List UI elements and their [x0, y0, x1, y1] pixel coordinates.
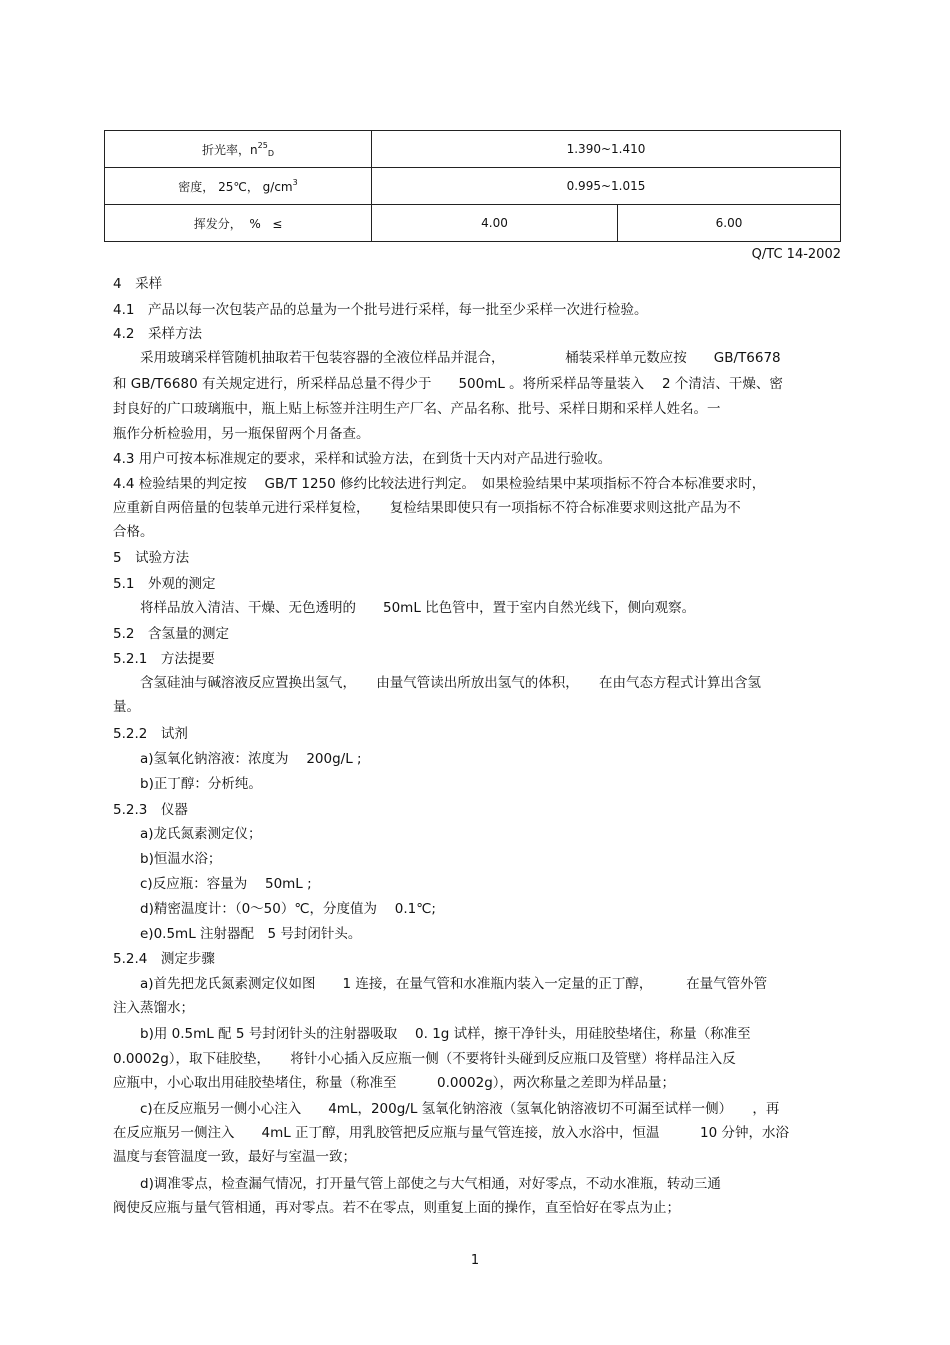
body-line: 瓶作分析检验用，另一瓶保留两个月备查。	[113, 426, 370, 442]
table-value: 0.995~1.015	[372, 168, 841, 205]
body-line: d)调准零点，检查漏气情况，打开量气管上部使之与大气相通，对好零点，不动水准瓶，转动三通	[113, 1176, 721, 1192]
section-heading: 5.2.3 仪器	[113, 802, 188, 818]
body-line: b)用 0.5mL 配 5 号封闭针头的注射器吸取 0. 1g 试样，擦干净针头，用硅胶垫堵住，称量（称准至	[113, 1026, 751, 1042]
section-heading: 5.2.1 方法提要	[113, 651, 215, 667]
body-line: 含氢硅油与碱溶液反应置换出氢气， 由量气管读出所放出氢气的体积， 在由气态方程式计算出含氢	[113, 675, 761, 691]
body-line: 封良好的广口玻璃瓶中，瓶上贴上标签并注明生产厂名、产品名称、批号、采样日期和采样人姓名。一	[113, 401, 721, 417]
body-line: 注入蒸馏水；	[113, 1000, 194, 1016]
table-label: 折光率，	[202, 142, 251, 157]
body-line: c)在反应瓶另一侧小心注入 4mL，200g/L 氢氧化钠溶液（氢氧化钠溶液切不可漏至试样一侧） ，再	[113, 1101, 780, 1117]
body-line: 4.3 用户可按本标准规定的要求，采样和试验方法，在到货十天内对产品进行验收。	[113, 451, 612, 467]
body-line: 采用玻璃采样管随机抽取若干包装容器的全液位样品并混合， 桶装采样单元数应按 GB/T6678	[113, 350, 781, 366]
body-line: c)反应瓶：容量为 50mL ;	[113, 876, 312, 892]
table-value: 1.390~1.410	[372, 131, 841, 168]
table-label-sup: 3	[292, 177, 298, 187]
body-line: b)恒温水浴；	[113, 851, 222, 867]
body-line: 量。	[113, 699, 140, 715]
body-line: 将样品放入清洁、干燥、无色透明的 50mL 比色管中，置于室内自然光线下，侧向观察。	[113, 600, 696, 616]
table-row	[105, 168, 841, 205]
body-line: 温度与套管温度一致，最好与室温一致；	[113, 1149, 356, 1165]
body-line: 4.4 检验结果的判定按 GB/T 1250 修约比较法进行判定。 如果检验结果中某项指标不符合本标准要求时，	[113, 476, 766, 492]
table-value: 6.00	[618, 205, 841, 242]
table-label-cell	[105, 205, 372, 242]
table-label-sub: D	[267, 148, 274, 158]
table-label-symbol: n	[250, 142, 258, 157]
body-line: d)精密温度计：（0～50）℃，分度值为 0.1℃;	[113, 901, 436, 917]
document-number: Q/TC 14-2002	[751, 247, 841, 262]
section-heading: 5.2.4 测定步骤	[113, 951, 215, 967]
body-line: 在反应瓶另一侧注入 4mL 正丁醇，用乳胶管把反应瓶与量气管连接，放入水浴中，恒温 10 分钟，水浴	[113, 1125, 790, 1141]
body-line: 合格。	[113, 524, 154, 540]
table-label: 挥发分， % ≤	[193, 216, 283, 231]
body-line: a)首先把龙氏氮素测定仪如图 1 连接，在量气管和水准瓶内装入一定量的正丁醇， 在量气管外管	[113, 976, 768, 992]
table-row	[105, 205, 841, 242]
page-number: 1	[470, 1253, 480, 1268]
table-row	[105, 131, 841, 168]
table-label: 密度， 25℃， g/cm	[178, 179, 293, 194]
body-line: e)0.5mL 注射器配 5 号封闭针头。	[113, 926, 362, 942]
body-line: a)龙氏氮素测定仪；	[113, 826, 262, 842]
section-heading: 5 试验方法	[113, 550, 190, 566]
body-line: 和 GB/T6680 有关规定进行，所采样品总量不得少于 500mL 。将所采样品等量装入 2 个清洁、干燥、密	[113, 376, 783, 392]
spec-table	[104, 130, 841, 242]
body-line: 阀使反应瓶与量气管相通，再对零点。若不在零点，则重复上面的操作，直至恰好在零点为止；	[113, 1200, 680, 1216]
section-heading: 5.1 外观的测定	[113, 576, 216, 592]
table-label-cell	[105, 168, 372, 205]
table-value: 4.00	[372, 205, 618, 242]
table-label-cell	[105, 131, 372, 168]
body-line: a)氢氧化钠溶液：浓度为 200g/L ;	[113, 751, 362, 767]
body-line: 4.1 产品以每一次包装产品的总量为一个批号进行采样，每一批至少采样一次进行检验。	[113, 302, 648, 318]
section-heading: 4.2 采样方法	[113, 326, 202, 342]
table-label-sup: 25	[257, 140, 268, 150]
section-heading: 5.2 含氢量的测定	[113, 626, 229, 642]
body-line: 应重新自两倍量的包装单元进行采样复检， 复检结果即使只有一项指标不符合标准要求则这批产品为不	[113, 500, 741, 516]
body-line: 0.0002g），取下硅胶垫， 将针小心插入反应瓶一侧（不要将针头碰到反应瓶口及管壁）将样品注入反	[113, 1051, 736, 1067]
body-line: 应瓶中，小心取出用硅胶垫堵住，称量（称准至 0.0002g），两次称量之差即为样品量；	[113, 1075, 676, 1091]
section-heading: 4 采样	[113, 276, 163, 292]
body-line: b)正丁醇：分析纯。	[113, 776, 262, 792]
section-heading: 5.2.2 试剂	[113, 726, 188, 742]
